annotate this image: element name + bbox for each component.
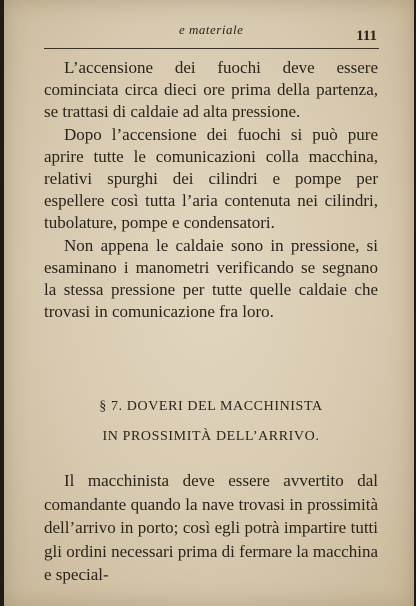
running-title: e materiale (179, 22, 244, 37)
paragraph-ignition: L’accensione dei fuochi deve essere cominciata circa dieci ore prima della partenza, se trattasi di caldaie ad alta pressione. (44, 58, 378, 122)
section-heading: § 7. DOVERI DEL MACCHINISTA (99, 399, 323, 414)
body-text (44, 57, 378, 323)
paragraph-manometers: Non appena le caldaie sono in pressione, si esaminano i manometri verificando se segnano la stessa pressione per tutte quelle caldaie che trovasi in comunicazione fra loro. (44, 235, 378, 322)
book-page (4, 0, 414, 606)
paragraph-machinist: Il macchinista deve essere avvertito dal comandante quando la nave trovasi in prossimità dell’arrivo in porto; così egli potrà impartire tutti gli ordini necessari prima di fermare la macchina e special- (44, 471, 378, 585)
running-head (44, 18, 379, 49)
page-number: 111 (356, 28, 377, 44)
paragraph-communications: Dopo l’accensione dei fuochi si può pure aprire tutte le comunicazioni colla macchina, relativi spurghi dei cilindri e pompe per espellere così tutta l’aria contenuta nei cilindri, tubolature, pompe e condensatori. (44, 124, 378, 233)
section-body-text (44, 469, 378, 587)
section-subheading: IN PROSSIMITÀ DELL’ARRIVO. (102, 429, 320, 444)
